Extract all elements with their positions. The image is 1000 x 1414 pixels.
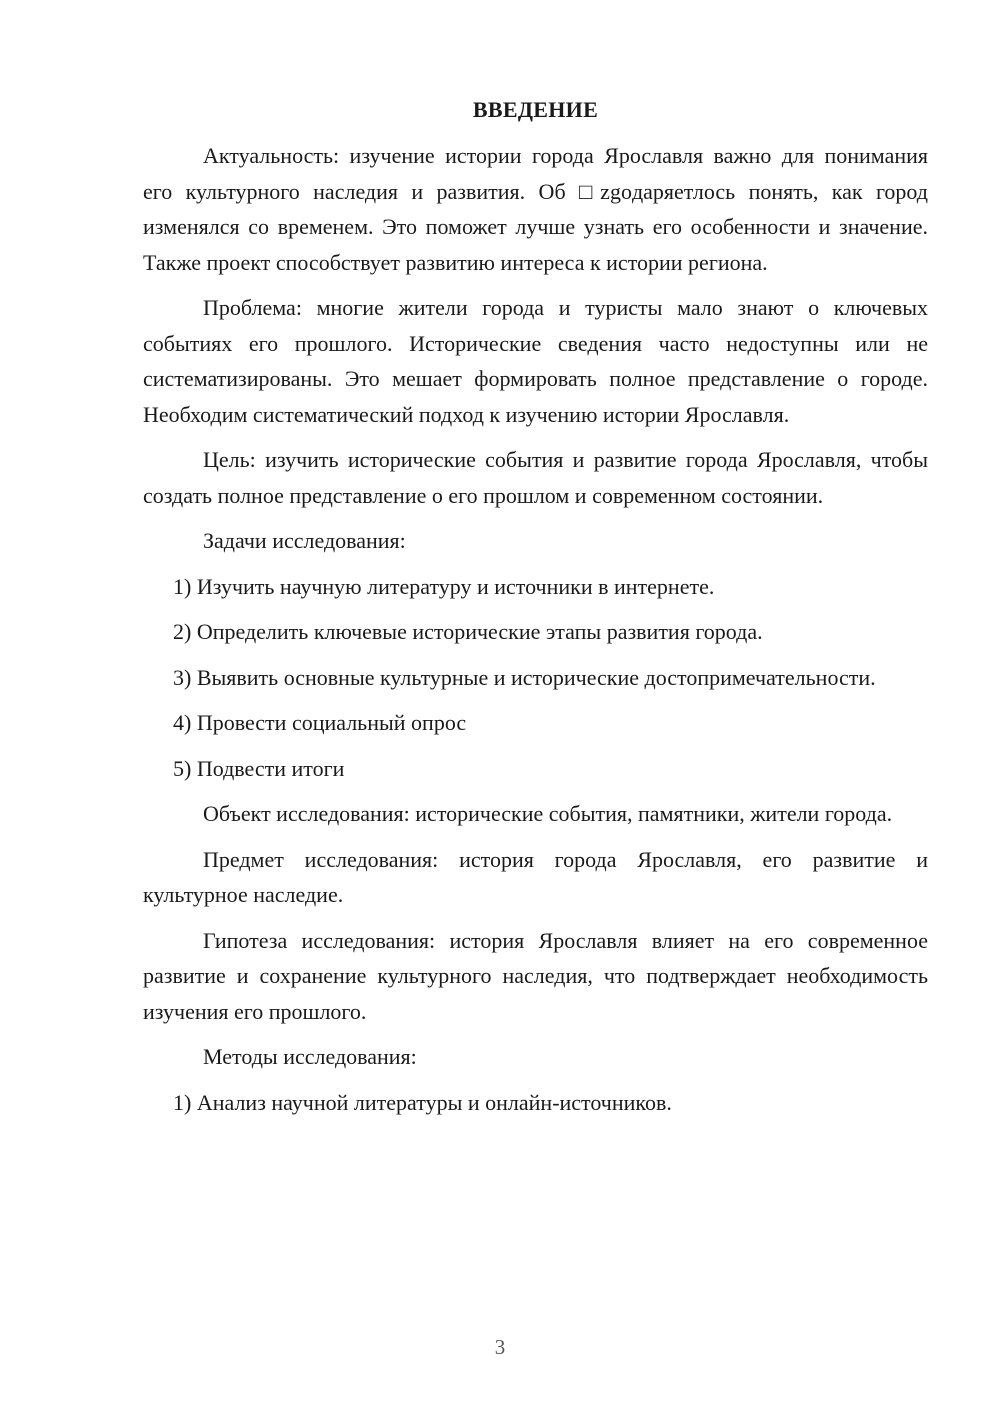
methods-title: Методы исследования:: [203, 1044, 417, 1069]
task-item: 3) Выявить основные культурные и исторические достопримечательности.: [173, 664, 876, 690]
object-paragraph: Объект исследования: исторические события, памятники, жители города.: [203, 801, 893, 826]
goal-paragraph: Цель: изучить исторические события и развитие города Ярославля, чтобы создать полное представление о его прошлом и современном состоянии.: [143, 447, 928, 508]
method-item: 1) Анализ научной литературы и онлайн-источников.: [173, 1089, 672, 1115]
relevance-paragraph: Актуальность: изучение истории города Ярославля важно для понимания его культурного наследия и развития. Об □zgoдаряетлось понять, как город изменялся со временем. Это поможет лучше узнать его особенности и значение. Также проект способствует развитию интереса к истории региона.: [143, 143, 928, 275]
tasks-title: Задачи исследования:: [203, 528, 406, 553]
hypothesis-paragraph: Гипотеза исследования: история Ярославля влияет на его современное развитие и сохранение культурного наследия, что подтверждает необходимость изучения его прошлого.: [143, 927, 928, 1024]
task-item: 2) Определить ключевые исторические этапы развития города.: [173, 619, 763, 644]
page-content: [143, 96, 928, 1130]
problem-paragraph: Проблема: многие жители города и туристы мало знают о ключевых событиях его прошлого. Исторические сведения часто недоступны или не систематизированы. Это мешает формировать полное представление о городе. Необходим систематический подход к изучению истории Ярославля.: [143, 295, 928, 427]
section-heading: ВВЕДЕНИЕ: [472, 97, 599, 122]
task-item: 4) Провести социальный опрос: [173, 710, 467, 735]
task-item: 5) Подвести итоги: [173, 755, 345, 781]
subject-paragraph: Предмет исследования: история города Ярославля, его развитие и культурное наследие.: [143, 846, 928, 907]
task-item: 1) Изучить научную литературу и источники в интернете.: [173, 573, 715, 599]
page-number: 3: [494, 1335, 506, 1359]
